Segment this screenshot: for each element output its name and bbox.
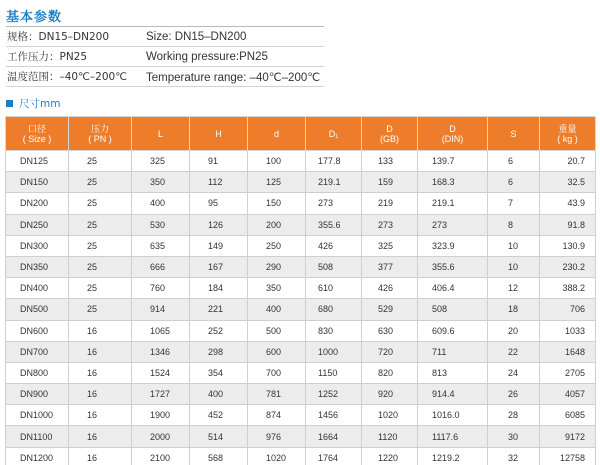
table-cell: 635 [132, 235, 190, 256]
table-cell: 388.2 [540, 278, 596, 299]
table-cell: 1020 [362, 405, 418, 426]
table-cell: 680 [306, 299, 362, 320]
column-header [69, 117, 132, 151]
param-row-pressure [6, 47, 324, 67]
table-cell: 7 [488, 193, 540, 214]
table-cell: 830 [306, 320, 362, 341]
table-cell: 20.7 [540, 151, 596, 172]
table-cell: 1016.0 [418, 405, 488, 426]
table-cell: 609.6 [418, 320, 488, 341]
table-cell: 406.4 [418, 278, 488, 299]
table-row [6, 193, 596, 214]
table-cell: 426 [362, 278, 418, 299]
table-cell: 26 [488, 384, 540, 405]
table-row [6, 151, 596, 172]
table-cell: 355.6 [418, 256, 488, 277]
table-cell: 25 [69, 256, 132, 277]
column-header-label: 压力 [90, 123, 109, 134]
table-cell: 16 [69, 384, 132, 405]
table-cell: 1664 [306, 426, 362, 447]
table-cell: 91.8 [540, 214, 596, 235]
table-cell: 22 [488, 341, 540, 362]
table-cell: 706 [540, 299, 596, 320]
table-cell: 28 [488, 405, 540, 426]
table-cell: 2000 [132, 426, 190, 447]
table-cell: 219.1 [306, 172, 362, 193]
table-cell: 219 [362, 193, 418, 214]
table-cell: 168.3 [418, 172, 488, 193]
column-header-sublabel: (GB) [380, 133, 399, 144]
table-cell: DN200 [6, 193, 69, 214]
table-cell: 177.8 [306, 151, 362, 172]
table-cell: DN250 [6, 214, 69, 235]
column-header-label: H [215, 128, 222, 139]
table-cell: 10 [488, 256, 540, 277]
table-cell: 20 [488, 320, 540, 341]
table-cell: 159 [362, 172, 418, 193]
column-header [540, 117, 596, 151]
table-cell: 325 [132, 151, 190, 172]
table-cell: 355.6 [306, 214, 362, 235]
dimensions-title [6, 96, 60, 111]
table-cell: 139.7 [418, 151, 488, 172]
table-cell: 16 [69, 447, 132, 465]
column-header-sublabel: ( Size ) [22, 133, 52, 144]
table-row [6, 320, 596, 341]
table-cell: 43.9 [540, 193, 596, 214]
column-header [488, 117, 540, 151]
table-row [6, 447, 596, 465]
table-cell: 6 [488, 172, 540, 193]
table-cell: 1000 [306, 341, 362, 362]
table-cell: 530 [132, 214, 190, 235]
column-header-label: D [386, 123, 393, 134]
table-cell: 12758 [540, 447, 596, 465]
table-cell: 1065 [132, 320, 190, 341]
table-cell: 820 [362, 362, 418, 383]
table-cell: 500 [248, 320, 306, 341]
column-header-label: S [510, 128, 517, 139]
table-cell: 126 [190, 214, 248, 235]
param-row-temperature [6, 67, 324, 87]
table-cell: 1764 [306, 447, 362, 465]
table-cell: 25 [69, 278, 132, 299]
table-cell: 25 [69, 193, 132, 214]
table-cell: 219.1 [418, 193, 488, 214]
table-cell: 8 [488, 214, 540, 235]
table-cell: DN125 [6, 151, 69, 172]
table-cell: 290 [248, 256, 306, 277]
table-cell: 914 [132, 299, 190, 320]
table-row [6, 362, 596, 383]
table-cell: 1150 [306, 362, 362, 383]
column-header-label: 口径 [27, 123, 46, 134]
table-cell: 2100 [132, 447, 190, 465]
table-cell: 323.9 [418, 235, 488, 256]
table-cell: DN400 [6, 278, 69, 299]
table-cell: 1219.2 [418, 447, 488, 465]
table-cell: DN700 [6, 341, 69, 362]
param-cn-size: 规格：DN15–DN200 [7, 31, 110, 43]
table-cell: 25 [69, 151, 132, 172]
param-cn-temperature: 温度范围：–40℃–200℃ [7, 71, 127, 83]
table-cell: 130.9 [540, 235, 596, 256]
column-header [418, 117, 488, 151]
table-cell: 568 [190, 447, 248, 465]
table-cell: 252 [190, 320, 248, 341]
table-header-row [6, 117, 596, 151]
column-header [190, 117, 248, 151]
table-cell: DN500 [6, 299, 69, 320]
table-row [6, 426, 596, 447]
table-cell: 400 [248, 299, 306, 320]
table-cell: 400 [190, 384, 248, 405]
table-cell: DN1200 [6, 447, 69, 465]
table-cell: 1346 [132, 341, 190, 362]
table-cell: 167 [190, 256, 248, 277]
column-header-sublabel: (DIN) [441, 133, 464, 144]
table-cell: 1252 [306, 384, 362, 405]
table-cell: 400 [132, 193, 190, 214]
table-cell: 630 [362, 320, 418, 341]
table-cell: 95 [190, 193, 248, 214]
basic-params-title: 基本参数 [6, 10, 63, 25]
table-cell: 298 [190, 341, 248, 362]
column-header [248, 117, 306, 151]
table-row [6, 278, 596, 299]
basic-params-list [6, 26, 324, 87]
table-cell: 2705 [540, 362, 596, 383]
table-cell: 426 [306, 235, 362, 256]
table-cell: 230.2 [540, 256, 596, 277]
table-cell: 16 [69, 426, 132, 447]
param-en-size: Size: DN15–DN200 [146, 30, 247, 43]
table-cell: 508 [418, 299, 488, 320]
table-cell: 25 [69, 235, 132, 256]
table-body [6, 151, 596, 465]
column-header [362, 117, 418, 151]
table-cell: 514 [190, 426, 248, 447]
table-cell: 1456 [306, 405, 362, 426]
table-cell: 250 [248, 235, 306, 256]
param-en-temperature: Temperature range: –40℃–200℃ [146, 71, 321, 84]
table-cell: 1020 [248, 447, 306, 465]
table-cell: 25 [69, 299, 132, 320]
table-cell: 10 [488, 235, 540, 256]
column-header-label: L [157, 128, 163, 139]
table-cell: DN1100 [6, 426, 69, 447]
table-cell: 325 [362, 235, 418, 256]
table-cell: 1900 [132, 405, 190, 426]
table-cell: 125 [248, 172, 306, 193]
table-cell: 91 [190, 151, 248, 172]
column-header-label: D [449, 123, 456, 134]
table-cell: 700 [248, 362, 306, 383]
table-cell: 1648 [540, 341, 596, 362]
table-cell: 914.4 [418, 384, 488, 405]
table-cell: 16 [69, 405, 132, 426]
table-cell: 32 [488, 447, 540, 465]
table-cell: 350 [248, 278, 306, 299]
table-cell: DN150 [6, 172, 69, 193]
table-cell: DN800 [6, 362, 69, 383]
table-cell: 30 [488, 426, 540, 447]
column-header [306, 117, 362, 151]
column-header-label: D₁ [328, 128, 339, 139]
table-cell: 508 [306, 256, 362, 277]
table-cell: 16 [69, 341, 132, 362]
table-cell: 1727 [132, 384, 190, 405]
table-cell: 149 [190, 235, 248, 256]
column-header-label: d [273, 128, 279, 139]
table-cell: 9172 [540, 426, 596, 447]
table-cell: 354 [190, 362, 248, 383]
param-cn-pressure: 工作压力：PN25 [7, 51, 88, 63]
table-cell: 273 [418, 214, 488, 235]
table-row [6, 235, 596, 256]
table-cell: 1033 [540, 320, 596, 341]
dimensions-title-text: 尺寸mm [19, 98, 61, 110]
table-cell: 184 [190, 278, 248, 299]
table-cell: 273 [362, 214, 418, 235]
table-cell: 600 [248, 341, 306, 362]
table-cell: 1524 [132, 362, 190, 383]
table-cell: 200 [248, 214, 306, 235]
table-row [6, 299, 596, 320]
param-en-pressure: Working pressure:PN25 [146, 50, 268, 63]
table-cell: 813 [418, 362, 488, 383]
table-cell: DN600 [6, 320, 69, 341]
table-cell: DN900 [6, 384, 69, 405]
table-row [6, 384, 596, 405]
table-cell: 452 [190, 405, 248, 426]
param-row-size [6, 27, 324, 47]
table-cell: 100 [248, 151, 306, 172]
table-cell: 25 [69, 172, 132, 193]
section-marker-icon [6, 100, 13, 107]
table-cell: 874 [248, 405, 306, 426]
column-header [6, 117, 69, 151]
table-cell: 1220 [362, 447, 418, 465]
table-cell: 150 [248, 193, 306, 214]
table-cell: DN350 [6, 256, 69, 277]
table-cell: 32.5 [540, 172, 596, 193]
table-cell: 4057 [540, 384, 596, 405]
table-row [6, 214, 596, 235]
table-cell: 12 [488, 278, 540, 299]
table-row [6, 172, 596, 193]
table-cell: 18 [488, 299, 540, 320]
table-cell: 16 [69, 320, 132, 341]
table-cell: 1117.6 [418, 426, 488, 447]
column-header [132, 117, 190, 151]
table-row [6, 256, 596, 277]
column-header-sublabel: ( kg ) [557, 133, 578, 144]
table-cell: 221 [190, 299, 248, 320]
column-header-sublabel: ( PN ) [88, 133, 112, 144]
table-cell: 24 [488, 362, 540, 383]
table-cell: 610 [306, 278, 362, 299]
table-cell: 529 [362, 299, 418, 320]
table-cell: 25 [69, 214, 132, 235]
table-cell: 720 [362, 341, 418, 362]
table-cell: 112 [190, 172, 248, 193]
table-cell: 273 [306, 193, 362, 214]
table-cell: 666 [132, 256, 190, 277]
table-cell: 760 [132, 278, 190, 299]
table-cell: 920 [362, 384, 418, 405]
table-row [6, 405, 596, 426]
table-cell: 6085 [540, 405, 596, 426]
table-cell: 377 [362, 256, 418, 277]
table-cell: 350 [132, 172, 190, 193]
column-header-label: 重量 [558, 123, 577, 134]
table-cell: 16 [69, 362, 132, 383]
table-row [6, 341, 596, 362]
table-cell: 133 [362, 151, 418, 172]
table-cell: 1120 [362, 426, 418, 447]
table-cell: DN300 [6, 235, 69, 256]
table-cell: 6 [488, 151, 540, 172]
table-cell: DN1000 [6, 405, 69, 426]
table-cell: 781 [248, 384, 306, 405]
table-cell: 976 [248, 426, 306, 447]
table-cell: 711 [418, 341, 488, 362]
dimensions-table [5, 116, 596, 465]
